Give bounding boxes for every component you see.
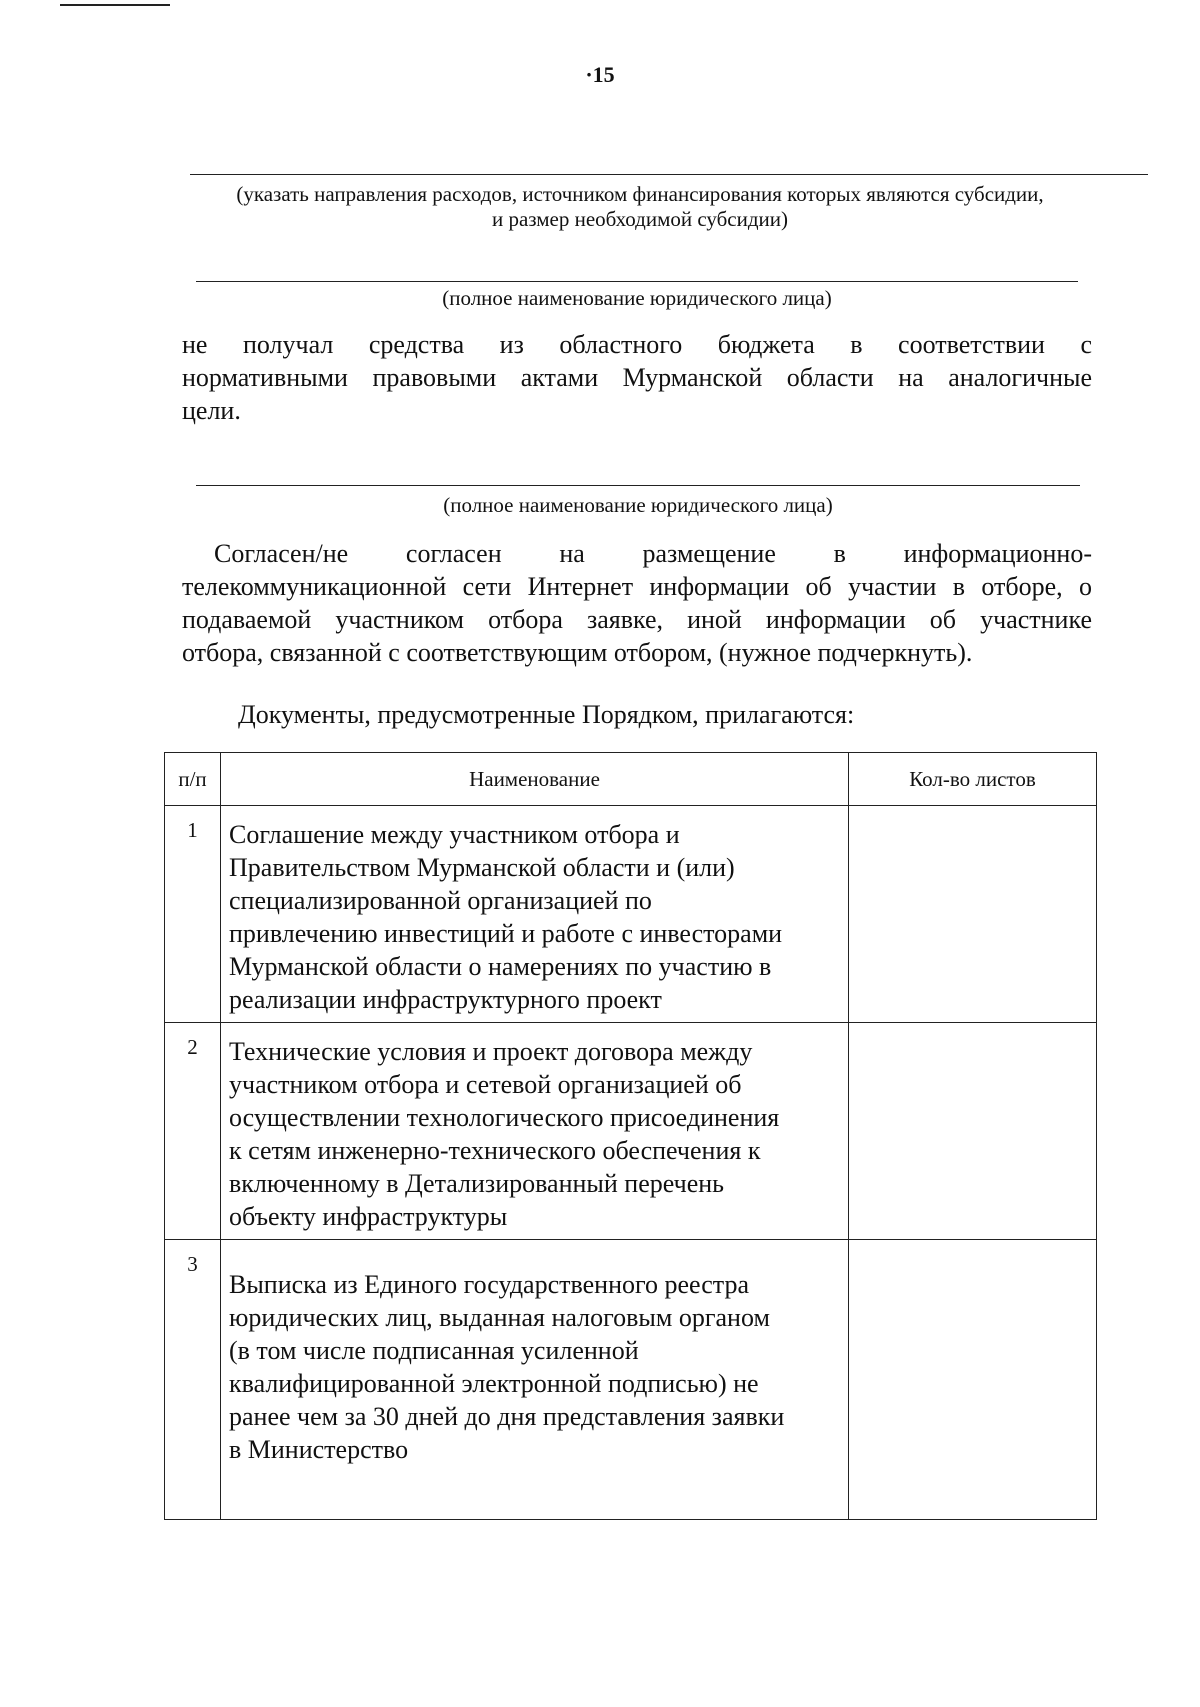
sheet-count <box>849 1240 1097 1520</box>
column-header-name: Наименование <box>221 753 849 806</box>
sheet-count <box>849 806 1097 1023</box>
column-header-number: п/п <box>165 753 221 806</box>
paragraph-consent <box>182 537 1092 669</box>
table-row <box>165 1240 1097 1520</box>
row-number: 3 <box>165 1240 221 1520</box>
table-row <box>165 806 1097 1023</box>
document-name-line: Соглашение между участником отбора и <box>229 820 680 849</box>
expenses-caption-line1: (указать направления расходов, источником финансирования которых являются субсидии, <box>236 182 1044 206</box>
document-name-line: Мурманской области о намерениях по участию в <box>229 952 772 981</box>
document-name <box>221 1240 849 1520</box>
document-name-line: Выписка из Единого государственного реестра <box>229 1270 749 1299</box>
paragraph-line: отбора, связанной с соответствующим отбором, (нужное подчеркнуть). <box>182 638 973 667</box>
paragraph-not-received-funds <box>182 328 1092 427</box>
paragraph-line: цели. <box>182 396 241 425</box>
paragraph-line: подаваемой участником отбора заявке, иной информации об участнике <box>182 605 1092 634</box>
document-name-line: (в том числе подписанная усиленной <box>229 1336 639 1365</box>
document-name-line: к сетям инженерно-технического обеспечения к <box>229 1136 761 1165</box>
fill-in-line-entity-1 <box>196 281 1078 282</box>
document-name-line: юридических лиц, выданная налоговым органом <box>229 1303 770 1332</box>
paragraph-line: не получал средства из областного бюджета в соответствии с <box>182 330 1092 359</box>
document-name-line: специализированной организацией по <box>229 886 652 915</box>
expenses-caption <box>150 182 1130 232</box>
document-name-line: Правительством Мурманской области и (или) <box>229 853 735 882</box>
row-number: 2 <box>165 1023 221 1240</box>
fill-in-line-entity-2 <box>196 485 1080 486</box>
entity-caption-2: (полное наименование юридического лица) <box>443 493 833 517</box>
document-name-line: привлечению инвестиций и работе с инвесторами <box>229 919 783 948</box>
document-name-line: включенному в Детализированный перечень <box>229 1169 725 1198</box>
table-header-row <box>165 753 1097 806</box>
document-name-line: объекту инфраструктуры <box>229 1202 508 1231</box>
sheet-count <box>849 1023 1097 1240</box>
fill-in-line-expenses <box>190 174 1148 175</box>
document-name-line: ранее чем за 30 дней до дня представления заявки <box>229 1402 785 1431</box>
scan-crop-mark-top <box>60 4 170 6</box>
table-row <box>165 1023 1097 1240</box>
paragraph-line: телекоммуникационной сети Интернет информации об участии в отборе, о <box>182 572 1092 601</box>
documents-intro: Документы, предусмотренные Порядком, прилагаются: <box>238 700 855 729</box>
row-number: 1 <box>165 806 221 1023</box>
document-name-line: участником отбора и сетевой организацией об <box>229 1070 742 1099</box>
document-name-line: осуществлении технологического присоединения <box>229 1103 780 1132</box>
expenses-caption-line2: и размер необходимой субсидии) <box>491 207 789 231</box>
document-name <box>221 806 849 1023</box>
document-name-line: Технические условия и проект договора между <box>229 1037 753 1066</box>
document-name-line: в Министерство <box>229 1435 409 1464</box>
document-name-line: квалифицированной электронной подписью) не <box>229 1369 759 1398</box>
document-name-line: реализации инфраструктурного проект <box>229 985 662 1014</box>
column-header-sheets: Кол-во листов <box>849 753 1097 806</box>
entity-caption-1: (полное наименование юридического лица) <box>442 286 832 310</box>
paragraph-line: Согласен/не согласен на размещение в информационно- <box>214 539 1092 568</box>
documents-table <box>164 752 1097 1520</box>
paragraph-line: нормативными правовыми актами Мурманской области на аналогичные <box>182 363 1092 392</box>
page-number: ·15 <box>585 62 615 87</box>
document-name <box>221 1023 849 1240</box>
